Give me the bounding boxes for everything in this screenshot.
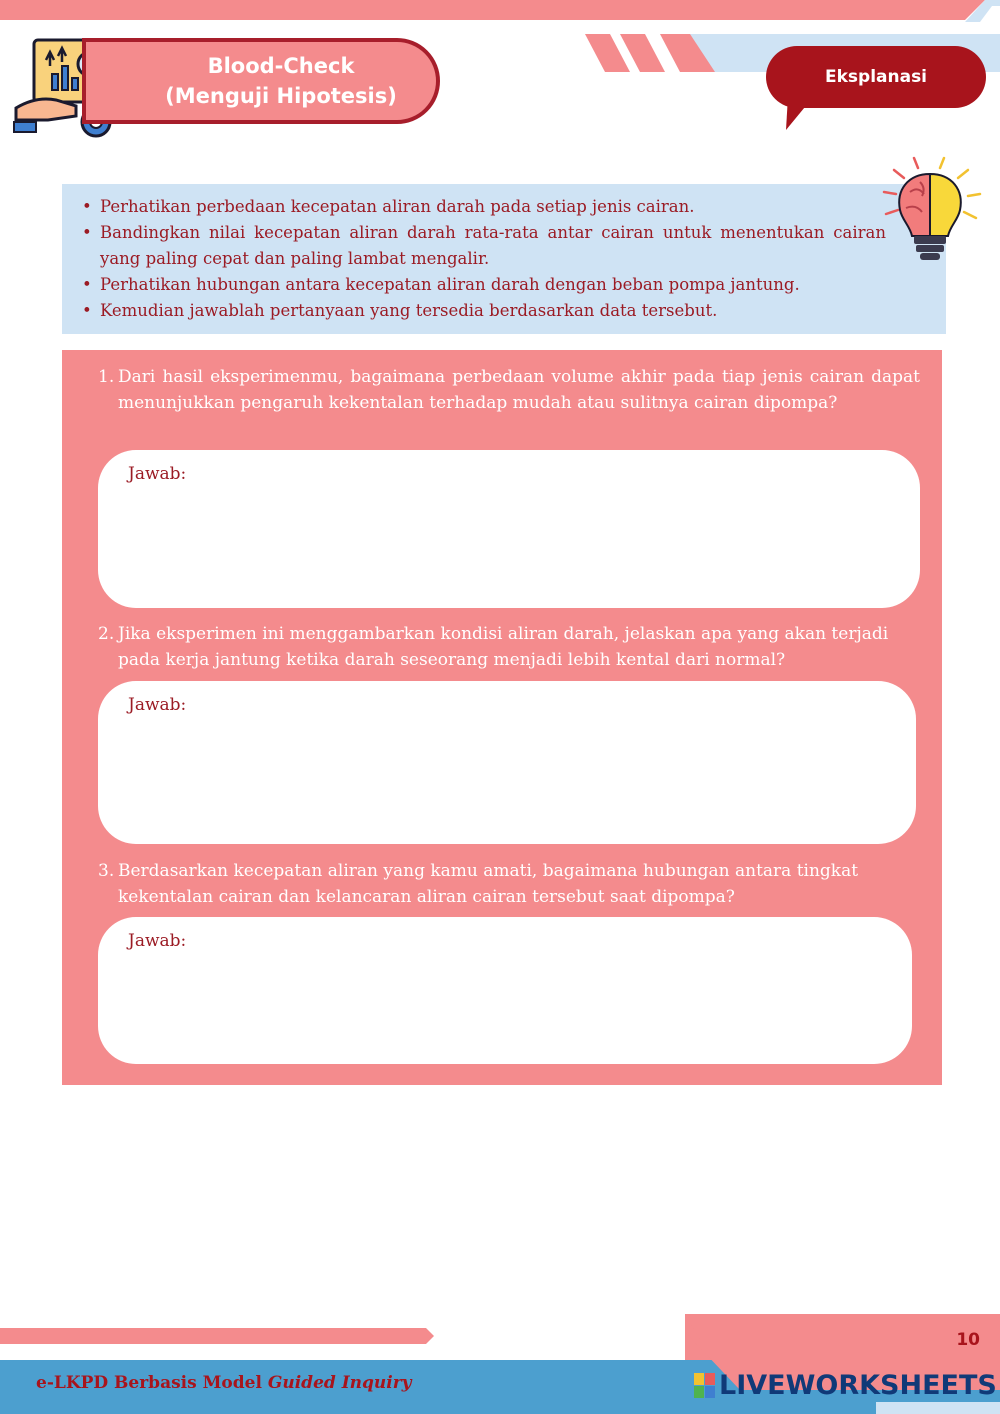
instructions-box (62, 184, 946, 334)
answer-input-3[interactable] (128, 965, 882, 1046)
liveworksheets-logo[interactable] (694, 1371, 997, 1401)
instruction-item: • Kemudian jawablah pertanyaan yang tersedia berdasarkan data tersebut. (82, 298, 886, 324)
answer-box-2 (98, 681, 916, 844)
instruction-item: • Perhatikan hubungan antara kecepatan aliran darah dengan beban pompa jantung. (82, 272, 886, 298)
question-number: 3. (98, 861, 115, 881)
question-text: Dari hasil eksperimenmu, bagaimana perbedaan volume akhir pada tiap jenis cairan dapat menunjukkan pengaruh kekentalan terhadap mudah atau sulitnya cairan dipompa? (118, 367, 920, 413)
question-text: Berdasarkan kecepatan aliran yang kamu amati, bagaimana hubungan antara tingkat kekentalan cairan dan kelancaran aliran cairan tersebut saat dipompa? (118, 861, 859, 907)
title-line-2: (Menguji Hipotesis) (165, 84, 397, 108)
brain-lightbulb-icon (876, 152, 986, 270)
questions-panel (62, 350, 942, 1085)
question-3 (98, 858, 878, 910)
footer-caption (36, 1373, 412, 1393)
top-decorative-bar (0, 0, 1000, 22)
instructions-list (82, 194, 886, 324)
question-number: 1. (98, 367, 115, 387)
instruction-item: • Perhatikan perbedaan kecepatan aliran darah pada setiap jenis cairan. (82, 194, 886, 220)
answer-input-2[interactable] (128, 729, 886, 826)
footer-caption-italic: Guided Inquiry (267, 1373, 412, 1393)
footer-caption-prefix: e-LKPD Berbasis Model (36, 1373, 268, 1393)
answer-label: Jawab: (128, 464, 187, 484)
instruction-item: • Bandingkan nilai kecepatan aliran darah rata-rata antar cairan untuk menentukan cairan yang paling cepat dan paling lambat mengalir. (82, 220, 886, 272)
answer-label: Jawab: (128, 695, 187, 715)
question-text: Jika eksperimen ini menggambarkan kondisi aliran darah, jelaskan apa yang akan terjadi pada kerja jantung ketika darah seseorang menjadi lebih kental dari normal? (118, 624, 889, 670)
liveworksheets-badge-icon (694, 1373, 716, 1399)
answer-box-1 (98, 450, 920, 608)
question-number: 2. (98, 624, 115, 644)
page-number: 10 (956, 1330, 980, 1350)
liveworksheets-text: LIVEWORKSHEETS (719, 1370, 997, 1401)
answer-label: Jawab: (128, 931, 187, 951)
page-title (82, 38, 440, 124)
title-line-1: Blood-Check (207, 54, 355, 78)
phase-badge: Eksplanasi (766, 46, 986, 108)
question-1 (98, 364, 920, 416)
question-2 (98, 621, 920, 673)
answer-box-3 (98, 917, 912, 1064)
answer-input-1[interactable] (128, 498, 890, 590)
